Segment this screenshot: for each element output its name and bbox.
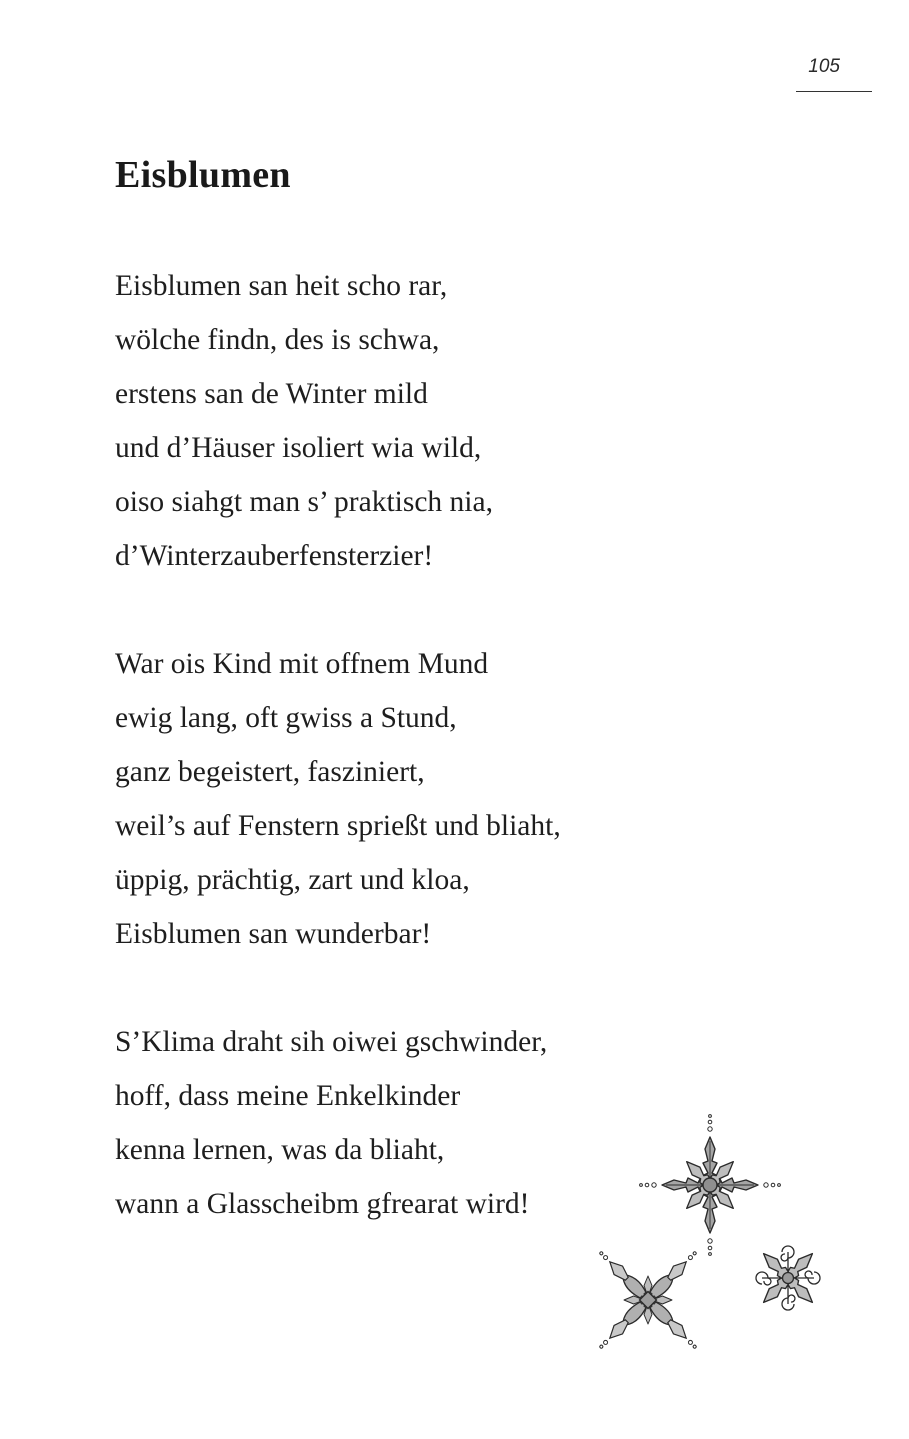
poem-line: S’Klima draht sih oiwei gschwinder, [115,1026,548,1058]
stanza-2 [115,637,755,961]
poem-line: ewig lang, oft gwiss a Stund, [115,702,457,734]
poem-line: d’Winterzauberfensterzier! [115,540,434,572]
poem-line: Eisblumen san heit scho rar, [115,270,448,302]
poem-line: wann a Glasscheibm gfrearat wird! [115,1188,530,1220]
poem-line: erstens san de Winter mild [115,378,428,410]
poem-line: üppig, prächtig, zart und kloa, [115,864,470,896]
poem-line: ganz begeistert, fasziniert, [115,756,425,788]
poem-line: wölche findn, des is schwa, [115,324,440,356]
page-number: 105 [808,56,840,77]
page-number-rule [796,91,872,92]
poem-line: Eisblumen san wunderbar! [115,918,432,950]
poem-line: kenna lernen, was da bliaht, [115,1134,445,1166]
poem-title: Eisblumen [115,154,291,196]
stanza-1 [115,259,755,583]
snowflakes-icon [570,1090,860,1380]
poem-line: War ois Kind mit offnem Mund [115,648,489,680]
poem-line: oiso siahgt man s’ praktisch nia, [115,486,493,518]
poem-line: hoff, dass meine Enkelkinder [115,1080,461,1112]
poem-line: und d’Häuser isoliert wia wild, [115,432,482,464]
poem-line: weil’s auf Fenstern sprießt und bliaht, [115,810,561,842]
